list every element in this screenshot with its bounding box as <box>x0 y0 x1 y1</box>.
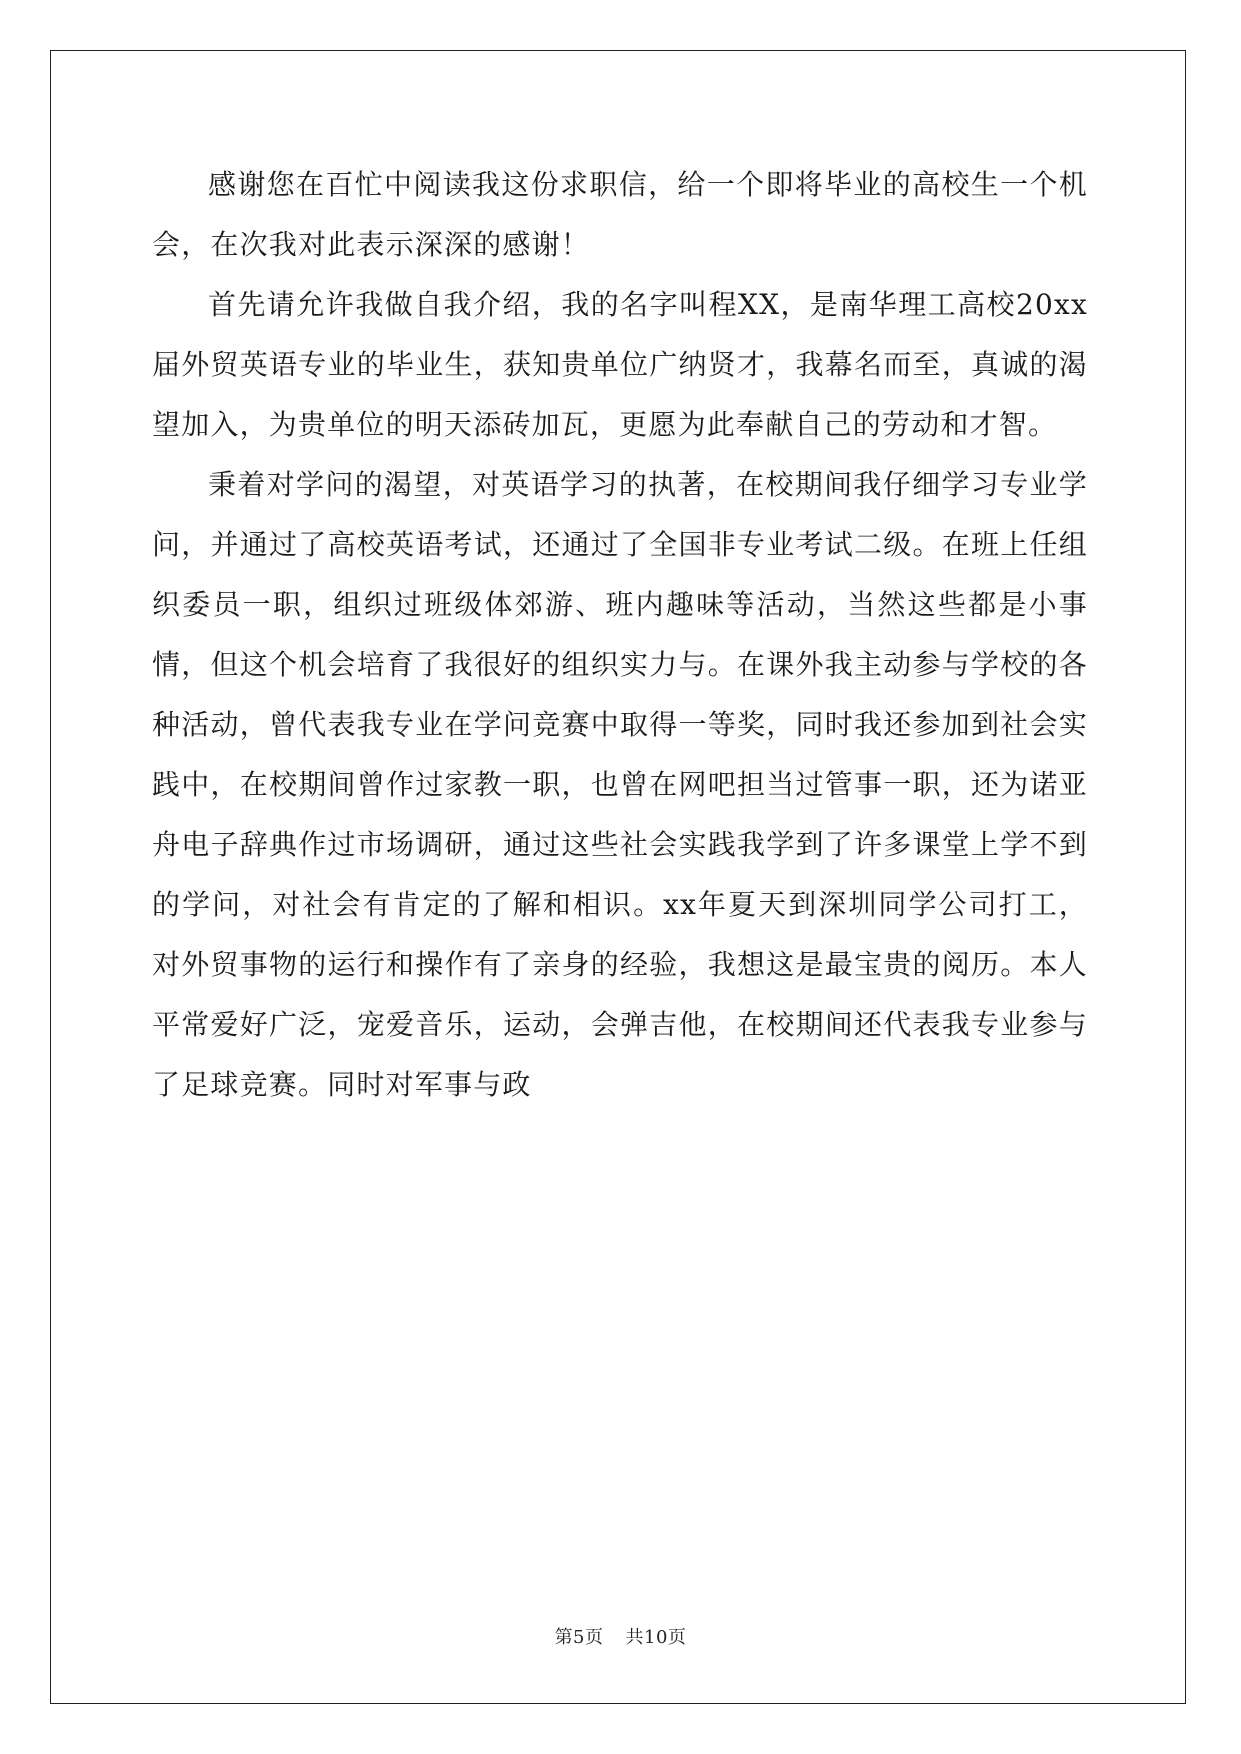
page-footer <box>0 1623 1241 1649</box>
paragraph-thanks: 感谢您在百忙中阅读我这份求职信，给一个即将毕业的高校生一个机会，在次我对此表示深深的感谢！ <box>152 168 1088 261</box>
letter-body <box>152 155 1088 1115</box>
page-total: 共10页 <box>625 1627 687 1648</box>
page-number: 第5页 <box>554 1627 604 1648</box>
paragraph-introduction: 首先请允许我做自我介绍，我的名字叫程XX，是南华理工高校20xx届外贸英语专业的毕业生，获知贵单位广纳贤才，我幕名而至，真诚的渴望加入，为贵单位的明天添砖加瓦，更愿为此奉献自己的劳动和才智。 <box>152 288 1088 441</box>
paragraph-experience: 秉着对学问的渴望，对英语学习的执著，在校期间我仔细学习专业学问，并通过了高校英语考试，还通过了全国非专业考试二级。在班上任组织委员一职，组织过班级体郊游、班内趣味等活动，当然这些都是小事情，但这个机会培育了我很好的组织实力与。在课外我主动参与学校的各种活动，曾代表我专业在学问竞赛中取得一等奖，同时我还参加到社会实践中，在校期间曾作过家教一职，也曾在网吧担当过管事一职，还为诺亚舟电子辞典作过市场调研，通过这些社会实践我学到了许多课堂上学不到的学问，对社会有肯定的了解和相识。xx年夏天到深圳同学公司打工，对外贸事物的运行和操作有了亲身的经验，我想这是最宝贵的阅历。本人平常爱好广泛，宠爱音乐，运动，会弹吉他，在校期间还代表我专业参与了足球竞赛。同时对军事与政 <box>152 468 1088 1101</box>
